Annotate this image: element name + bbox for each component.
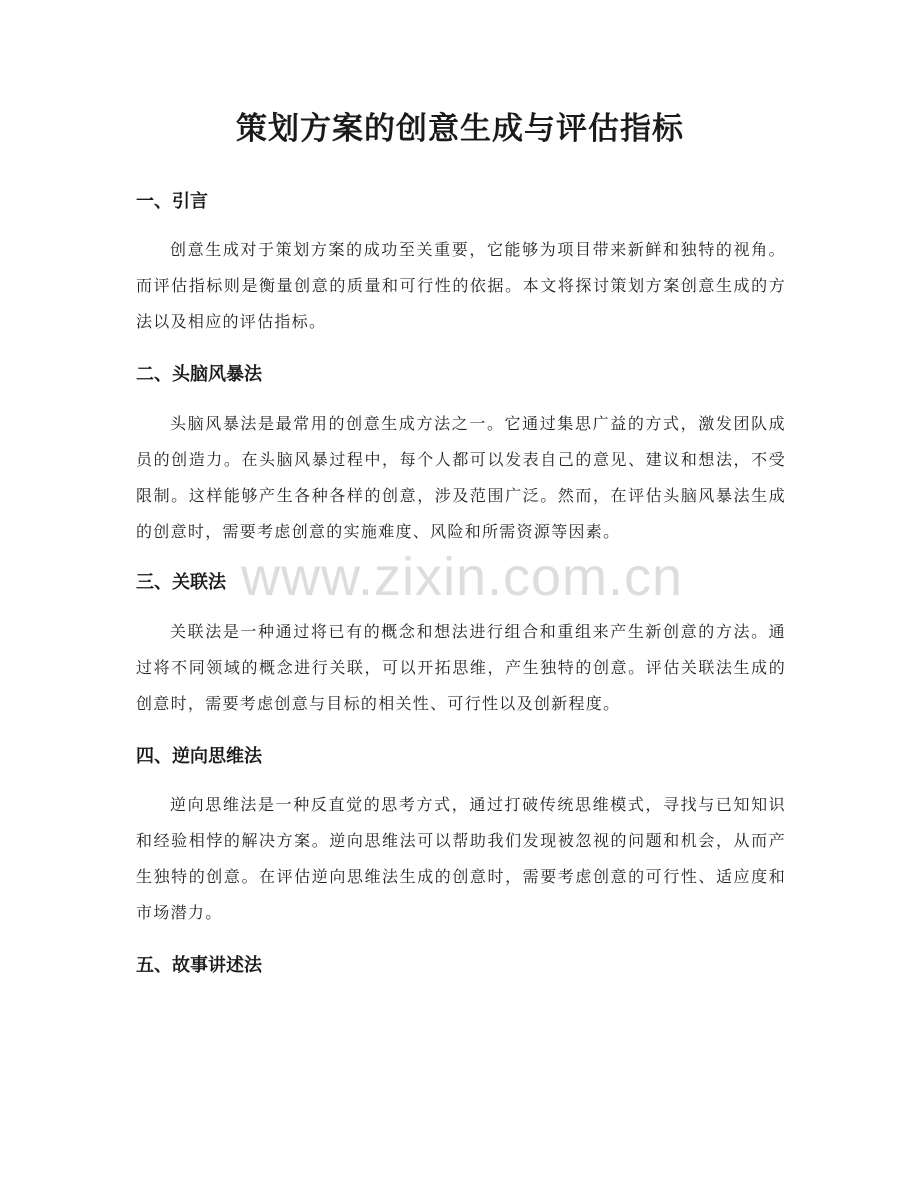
section-body-intro: 创意生成对于策划方案的成功至关重要，它能够为项目带来新鲜和独特的视角。而评估指标则是衡量创意的质量和可行性的依据。本文将探讨策划方案创意生成的方法以及相应的评估指标。 [136, 240, 786, 331]
document-title: 策划方案的创意生成与评估指标 [236, 111, 684, 147]
section-heading-storytelling: 五、故事讲述法 [136, 955, 262, 976]
section-heading-brainstorming: 二、头脑风暴法 [136, 364, 262, 385]
section-heading-reverse-thinking: 四、逆向思维法 [136, 746, 262, 767]
section-heading-intro: 一、引言 [136, 191, 208, 212]
section-body-association: 关联法是一种通过将已有的概念和想法进行组合和重组来产生新创意的方法。通过将不同领域的概念进行关联，可以开拓思维，产生独特的创意。评估关联法生成的创意时，需要考虑创意与目标的相关性、可行性以及创新程度。 [136, 622, 786, 713]
watermark: www.zixin.com.cn [240, 547, 684, 607]
section-heading-association: 三、关联法 [136, 572, 226, 593]
section-body-brainstorming: 头脑风暴法是最常用的创意生成方法之一。它通过集思广益的方式，激发团队成员的创造力。在头脑风暴过程中，每个人都可以发表自己的意见、建议和想法，不受限制。这样能够产生各种各样的创意，涉及范围广泛。然而，在评估头脑风暴法生成的创意时，需要考虑创意的实施难度、风险和所需资源等因素。 [136, 414, 786, 541]
section-body-reverse-thinking: 逆向思维法是一种反直觉的思考方式，通过打破传统思维模式，寻找与已知知识和经验相悖的解决方案。逆向思维法可以帮助我们发现被忽视的问题和机会，从而产生独特的创意。在评估逆向思维法生成的创意时，需要考虑创意的可行性、适应度和市场潜力。 [136, 795, 786, 922]
